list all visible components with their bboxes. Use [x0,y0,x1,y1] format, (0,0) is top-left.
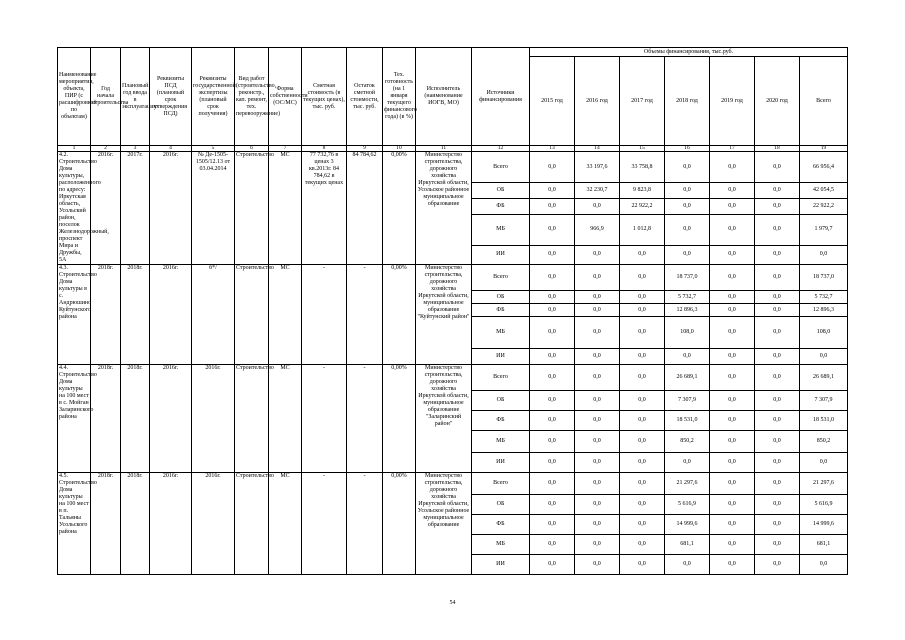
funding-value: 0,0 [755,473,800,495]
funding-value: 0,0 [755,317,800,349]
header-name: Наименование мероприятия, объекта, ПИР (с расшифровкой по объектам) [58,48,91,146]
work-type: Строительство [235,265,269,365]
funding-value: 0,0 [800,349,848,365]
start-year: 2016г. [91,152,121,265]
funding-value: 0,0 [530,245,575,264]
funding-source: Всего [472,473,530,495]
funding-value: 0,0 [530,555,575,575]
remaining-cost: - [347,265,383,365]
table-row [58,365,848,391]
funding-value: 18 737,0 [800,265,848,291]
funding-value: 0,0 [710,349,755,365]
funding-value: 7 307,9 [800,391,848,411]
funding-value: 0,0 [710,198,755,214]
work-type: Строительство [235,152,269,265]
funding-value: 681,1 [800,535,848,555]
funding-value: 14 999,6 [800,515,848,535]
remaining-cost: - [347,365,383,473]
column-number: 3 [121,146,150,152]
funding-value: 850,2 [800,431,848,453]
start-year: 2018г. [91,365,121,473]
remaining-cost: 84 784,62 [347,152,383,265]
funding-value: 0,0 [530,515,575,535]
funding-value: 0,0 [665,245,710,264]
header-psd: Реквизиты ПСД (плановый срок утверждения ПСД) [150,48,192,146]
start-year: 2018г. [91,473,121,575]
funding-value: 0,0 [710,214,755,245]
funding-value: 0,0 [575,495,620,515]
funding-value: 0,0 [620,291,665,304]
ownership: МС [269,473,302,575]
funding-value: 33 197,6 [575,152,620,183]
column-number: 2 [91,146,121,152]
funding-value: 0,0 [710,495,755,515]
commission-year: 2018г. [121,265,150,365]
funding-value: 0,0 [710,515,755,535]
funding-value: 966,9 [575,214,620,245]
readiness: 0,00% [383,365,416,473]
funding-value: 66 956,4 [800,152,848,183]
funding-value: 0,0 [755,152,800,183]
funding-source: ИИ [472,453,530,473]
funding-source: ОБ [472,291,530,304]
funding-source: Всего [472,152,530,183]
ownership: МС [269,365,302,473]
funding-value: 0,0 [755,391,800,411]
funding-value: 0,0 [575,473,620,495]
header-year: 2019 год [710,57,755,146]
funding-value: 0,0 [710,183,755,199]
ownership: МС [269,152,302,265]
work-type: Строительство [235,365,269,473]
funding-value: 5 732,7 [665,291,710,304]
expertise-details: б*/ [192,265,235,365]
column-number: 1 [58,146,91,152]
column-number: 12 [472,146,530,152]
funding-value: 26 689,1 [665,365,710,391]
funding-value: 0,0 [755,555,800,575]
funding-value: 681,1 [665,535,710,555]
funding-value: 0,0 [620,245,665,264]
funding-value: 0,0 [755,291,800,304]
funding-value: 0,0 [530,535,575,555]
funding-value: 0,0 [575,349,620,365]
column-number: 11 [416,146,472,152]
funding-value: 0,0 [710,431,755,453]
funding-value: 0,0 [620,304,665,317]
funding-value: 0,0 [710,473,755,495]
funding-value: 0,0 [620,473,665,495]
column-number: 15 [620,146,665,152]
remaining-cost: - [347,473,383,575]
readiness: 0,00% [383,265,416,365]
header-start-year: Год начала строительства [91,48,121,146]
funding-value: 21 297,6 [800,473,848,495]
column-number: 14 [575,146,620,152]
funding-source: ФБ [472,411,530,431]
funding-value: 0,0 [710,555,755,575]
funding-source: ФБ [472,304,530,317]
funding-value: 18 531,0 [665,411,710,431]
funding-value: 21 297,6 [665,473,710,495]
funding-value: 0,0 [755,265,800,291]
column-number: 7 [269,146,302,152]
executor: Министерство строительства, дорожного хозяйства Иркутской области, муниципальное образование "Куйтунский район" [416,265,472,365]
funding-source: ОБ [472,183,530,199]
funding-value: 0,0 [575,365,620,391]
funding-value: 0,0 [755,453,800,473]
funding-value: 0,0 [530,411,575,431]
commission-year: 2018г. [121,365,150,473]
funding-source: ФБ [472,515,530,535]
funding-source: МБ [472,317,530,349]
funding-value: 0,0 [665,198,710,214]
funding-value: 0,0 [575,555,620,575]
funding-value: 26 689,1 [800,365,848,391]
funding-value: 0,0 [665,152,710,183]
funding-value: 0,0 [710,391,755,411]
funding-value: 0,0 [710,152,755,183]
funding-value: 0,0 [575,411,620,431]
commission-year: 2017г. [121,152,150,265]
funding-value: 0,0 [800,555,848,575]
funding-source: ИИ [472,245,530,264]
column-number: 19 [800,146,848,152]
funding-value: 0,0 [530,495,575,515]
funding-value: 0,0 [575,535,620,555]
funding-value: 0,0 [755,495,800,515]
funding-source: МБ [472,535,530,555]
funding-value: 0,0 [665,453,710,473]
table-row [58,473,848,495]
funding-value: 0,0 [665,214,710,245]
funding-value: 0,0 [530,304,575,317]
funding-value: 0,0 [575,291,620,304]
readiness: 0,00% [383,152,416,265]
funding-value: 0,0 [755,245,800,264]
funding-value: 0,0 [710,411,755,431]
funding-value: 0,0 [530,198,575,214]
table-row [58,265,848,291]
start-year: 2018г. [91,265,121,365]
header-work-type: Вид работ (строительство, реконстр., кап. ремонт, тех. перевооружение) [235,48,269,146]
funding-value: 0,0 [665,555,710,575]
funding-source: Всего [472,265,530,291]
funding-value: 0,0 [530,349,575,365]
executor: Министерство строительства, дорожного хозяйства Иркутской области, Усольское районное муниципальное образование [416,152,472,265]
funding-value: 0,0 [755,515,800,535]
funding-value: 0,0 [575,391,620,411]
column-number: 6 [235,146,269,152]
header-executor: Исполнитель (наименование ИОГВ, МО) [416,48,472,146]
funding-value: 18 531,0 [800,411,848,431]
funding-value: 32 230,7 [575,183,620,199]
column-number: 13 [530,146,575,152]
column-number: 8 [302,146,347,152]
column-number: 18 [755,146,800,152]
funding-source: МБ [472,214,530,245]
funding-value: 0,0 [710,317,755,349]
column-number: 10 [383,146,416,152]
header-expertise: Реквизиты государственной экспертизы (плановый срок получения) [192,48,235,146]
funding-value: 850,2 [665,431,710,453]
funding-value: 0,0 [575,245,620,264]
estimated-cost: - [302,265,347,365]
funding-value: 0,0 [755,535,800,555]
funding-value: 0,0 [710,265,755,291]
funding-value: 1 979,7 [800,214,848,245]
funding-value: 0,0 [620,495,665,515]
funding-value: 0,0 [530,183,575,199]
funding-value: 0,0 [530,431,575,453]
funding-value: 0,0 [530,317,575,349]
column-number: 4 [150,146,192,152]
funding-value: 0,0 [530,214,575,245]
funding-value: 0,0 [620,453,665,473]
funding-value: 33 758,8 [620,152,665,183]
funding-value: 0,0 [530,473,575,495]
funding-value: 0,0 [620,535,665,555]
header-total: Всего [800,57,848,146]
funding-value: 0,0 [620,515,665,535]
funding-value: 0,0 [755,411,800,431]
funding-value: 7 307,9 [665,391,710,411]
header-year: 2020 год [755,57,800,146]
funding-source: Всего [472,365,530,391]
funding-value: 18 737,0 [665,265,710,291]
funding-value: 0,0 [755,304,800,317]
funding-value: 0,0 [800,245,848,264]
header-sources: Источники финансирования [472,48,530,146]
psd-details: 2016г. [150,365,192,473]
funding-value: 0,0 [575,453,620,473]
column-number: 9 [347,146,383,152]
header-remaining-cost: Остаток сметной стоимости, тыс. руб. [347,48,383,146]
funding-value: 42 054,5 [800,183,848,199]
funding-value: 0,0 [620,431,665,453]
funding-value: 0,0 [710,291,755,304]
funding-value: 0,0 [575,198,620,214]
funding-value: 0,0 [620,317,665,349]
funding-value: 0,0 [755,183,800,199]
estimated-cost: - [302,473,347,575]
funding-value: 0,0 [575,265,620,291]
funding-value: 0,0 [530,365,575,391]
funding-source: ИИ [472,555,530,575]
header-ownership: Форма собственности (ОС/МС) [269,48,302,146]
ownership: МС [269,265,302,365]
funding-value: 12 896,3 [665,304,710,317]
funding-value: 0,0 [800,453,848,473]
financing-table [57,47,848,575]
estimated-cost: 77 732,76 в ценах 3 кв.2013г. 84 784,62 в текущих ценах [302,152,347,265]
column-number: 16 [665,146,710,152]
header-financing: Объемы финансирования, тыс.руб. [530,48,848,57]
funding-value: 12 896,3 [800,304,848,317]
funding-value: 22 922,2 [800,198,848,214]
funding-value: 0,0 [665,349,710,365]
funding-value: 0,0 [665,183,710,199]
funding-value: 0,0 [620,411,665,431]
funding-value: 0,0 [710,535,755,555]
project-name: 4.3. Строительство Дома культуры в с. Андрюшино Куйтунского района [58,265,91,365]
funding-source: ФБ [472,198,530,214]
commission-year: 2018г. [121,473,150,575]
funding-value: 0,0 [710,304,755,317]
readiness: 0,00% [383,473,416,575]
project-name: 4.5. Строительство Дома культуры на 100 мест в п. Тальяны Усольского района [58,473,91,575]
funding-value: 0,0 [575,431,620,453]
funding-value: 0,0 [710,453,755,473]
funding-value: 5 732,7 [800,291,848,304]
column-number: 5 [192,146,235,152]
project-name: 4.4. Строительство Дома культуры на 100 мест в с. Мойган Заларинского района [58,365,91,473]
funding-value: 5 616,9 [800,495,848,515]
psd-details: 2016г. [150,473,192,575]
funding-value: 22 922,2 [620,198,665,214]
funding-value: 108,0 [665,317,710,349]
funding-source: ОБ [472,391,530,411]
expertise-details: 2016г. [192,473,235,575]
funding-value: 9 823,8 [620,183,665,199]
funding-value: 0,0 [755,365,800,391]
funding-source: ИИ [472,349,530,365]
funding-value: 0,0 [710,245,755,264]
expertise-details: № Де-1505-1505/12.13 от 03.04.2014 [192,152,235,265]
funding-value: 0,0 [755,198,800,214]
funding-value: 0,0 [620,391,665,411]
header-year: 2015 год [530,57,575,146]
funding-value: 0,0 [710,365,755,391]
header-estimated-cost: Сметная стоимость (в текущих ценах), тыс. руб. [302,48,347,146]
funding-value: 0,0 [620,555,665,575]
funding-source: МБ [472,431,530,453]
funding-value: 0,0 [755,349,800,365]
psd-details: 2016г. [150,265,192,365]
funding-value: 0,0 [575,317,620,349]
funding-value: 0,0 [530,265,575,291]
header-year: 2016 год [575,57,620,146]
header-year: 2017 год [620,57,665,146]
funding-value: 0,0 [620,365,665,391]
funding-value: 0,0 [530,453,575,473]
estimated-cost: - [302,365,347,473]
psd-details: 2016г. [150,152,192,265]
table-row [58,152,848,183]
column-number: 17 [710,146,755,152]
funding-value: 1 012,8 [620,214,665,245]
executor: Министерство строительства, дорожного хозяйства Иркутской области, муниципальное образование "Заларинский район" [416,365,472,473]
funding-value: 108,0 [800,317,848,349]
funding-value: 0,0 [620,265,665,291]
project-name: 4.2. Строительство Дома культуры, расположенного по адресу: Иркутская область, Усольский район, поселок Железнодорожный, проспект Мира и Дружбы, 5А [59,152,109,263]
funding-value: 14 999,6 [665,515,710,535]
funding-value: 0,0 [755,431,800,453]
funding-value: 0,0 [530,391,575,411]
header-readiness: Тех. готовность (на 1 января текущего финансового года) (в %) [383,48,416,146]
funding-source: ОБ [472,495,530,515]
funding-value: 0,0 [575,304,620,317]
funding-value: 0,0 [575,515,620,535]
page-number: 54 [449,600,456,606]
executor: Министерство строительства, дорожного хозяйства Иркутской области, Усольское районное муниципальное образование [416,473,472,575]
work-type: Строительство [235,473,269,575]
header-commission-year: Плановый год ввода в эксплуатацию [121,48,150,146]
funding-value: 5 616,9 [665,495,710,515]
expertise-details: 2016г. [192,365,235,473]
funding-value: 0,0 [755,214,800,245]
funding-value: 0,0 [530,291,575,304]
funding-value: 0,0 [530,152,575,183]
funding-value: 0,0 [620,349,665,365]
header-year: 2018 год [665,57,710,146]
